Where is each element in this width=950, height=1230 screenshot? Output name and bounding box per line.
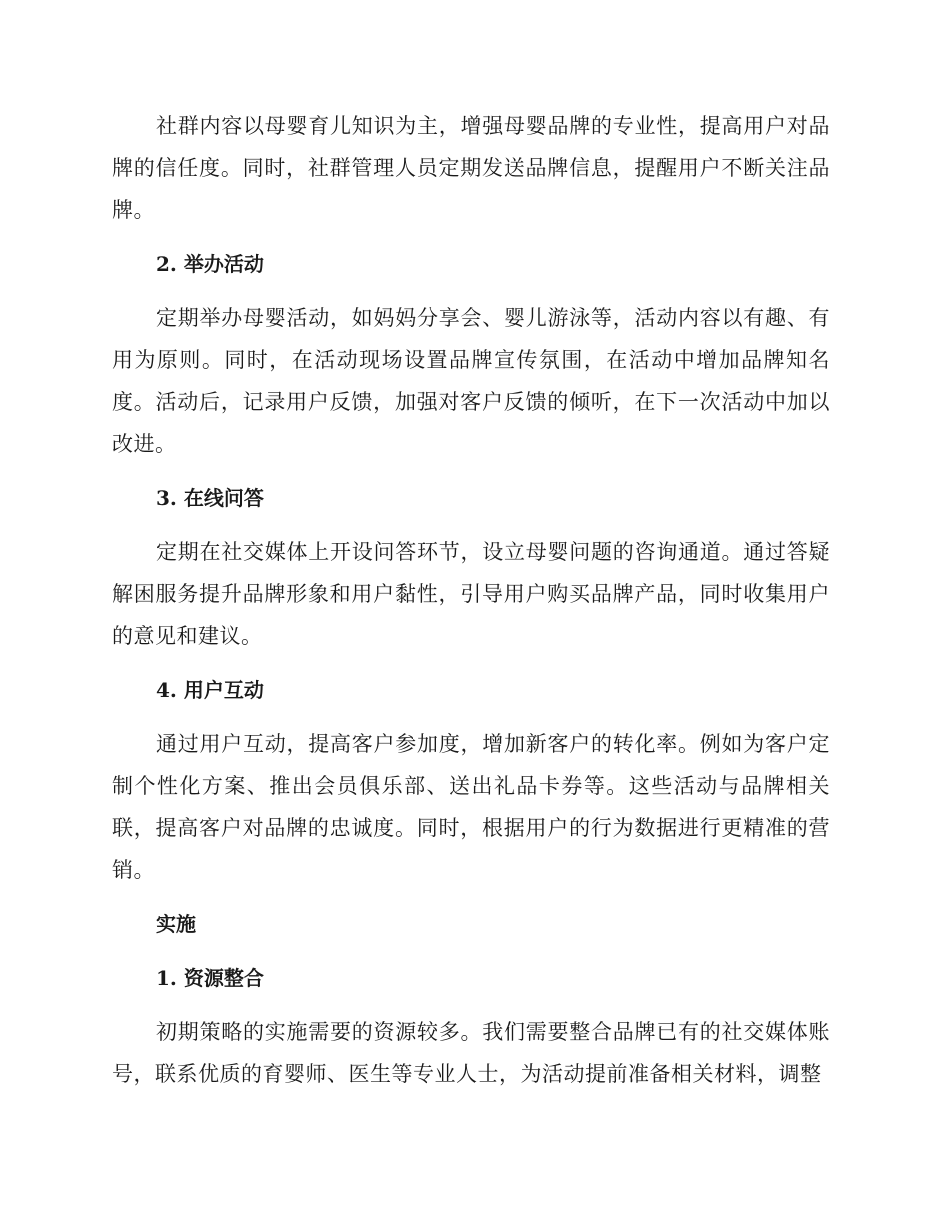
document-page [112, 105, 830, 1095]
heading-hold-events: 2. 举办活动 [156, 252, 264, 276]
section-heading-implementation: 实施 [156, 912, 196, 936]
heading-resource-integration: 1. 资源整合 [156, 966, 264, 990]
paragraph-hold-events: 定期举办母婴活动，如妈妈分享会、婴儿游泳等，活动内容以有趣、有用为原则。同时，在活动现场设置品牌宣传氛围，在活动中增加品牌知名度。活动后，记录用户反馈，加强对客户反馈的倾听，在下一次活动中加以改进。 [112, 306, 830, 456]
heading-online-qa: 3. 在线问答 [156, 486, 264, 510]
paragraph-online-qa: 定期在社交媒体上开设问答环节，设立母婴问题的咨询通道。通过答疑解困服务提升品牌形象和用户黏性，引导用户购买品牌产品，同时收集用户的意见和建议。 [112, 540, 830, 648]
heading-user-interaction: 4. 用户互动 [156, 678, 264, 702]
paragraph-user-interaction: 通过用户互动，提高客户参加度，增加新客户的转化率。例如为客户定制个性化方案、推出会员俱乐部、送出礼品卡券等。这些活动与品牌相关联，提高客户对品牌的忠诚度。同时，根据用户的行为数据进行更精准的营销。 [112, 732, 830, 882]
paragraph-community-content: 社群内容以母婴育儿知识为主，增强母婴品牌的专业性，提高用户对品牌的信任度。同时，社群管理人员定期发送品牌信息，提醒用户不断关注品牌。 [112, 114, 830, 222]
paragraph-resource-integration: 初期策略的实施需要的资源较多。我们需要整合品牌已有的社交媒体账号，联系优质的育婴师、医生等专业人士，为活动提前准备相关材料，调整 [112, 1020, 830, 1086]
